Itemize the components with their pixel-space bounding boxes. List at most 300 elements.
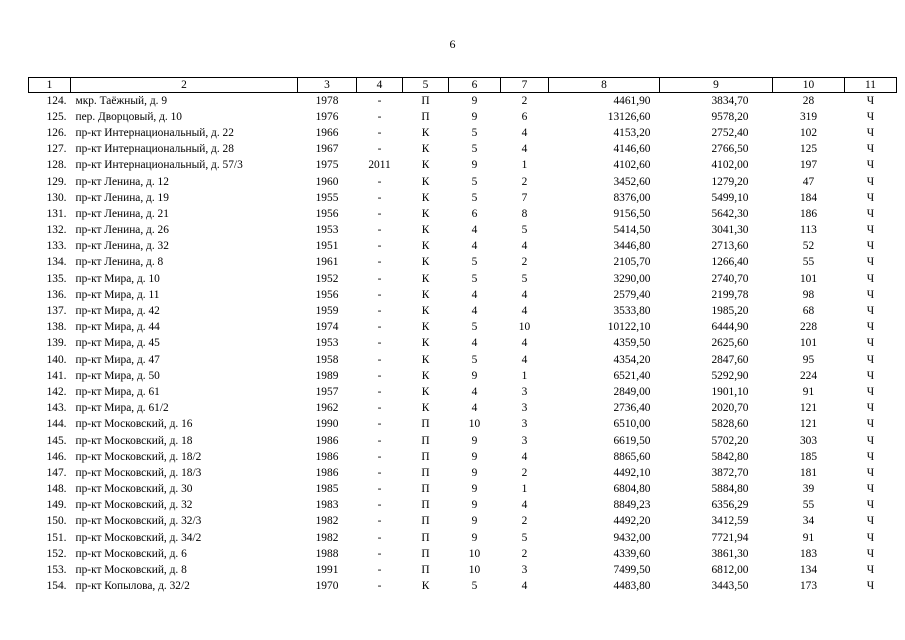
status-cell: Ч [866,466,875,479]
address-cell: пр-кт Ленина, д. 8 [75,256,164,269]
table-row [29,125,897,141]
total-area-cell: 9432,00 [613,531,651,544]
status-cell: Ч [866,418,875,431]
status-cell: Ч [866,564,875,577]
living-area-cell: 5828,60 [711,418,749,431]
entrances-cell: 4 [521,305,528,318]
row-number-cell: 154. [46,580,67,593]
living-area-cell: 7721,94 [711,531,749,544]
residents-cell: 28 [802,94,815,107]
row-number-cell: 151. [46,531,67,544]
address-cell: пр-кт Мира, д. 10 [75,272,160,285]
build-year-cell: 1962 [315,402,339,415]
reconstruction-year-cell: - [377,450,382,463]
table-row [29,530,897,546]
status-cell: Ч [866,450,875,463]
column-header-4: 4 [357,78,403,93]
wall-material-cell: П [421,499,430,512]
total-area-cell: 4483,80 [613,580,651,593]
row-number-cell: 128. [46,159,67,172]
row-number-cell: 149. [46,499,67,512]
floors-cell: 4 [471,305,478,318]
table-row [29,287,897,303]
living-area-cell: 1266,40 [711,256,749,269]
build-year-cell: 1953 [315,337,339,350]
table-row [29,109,897,125]
address-cell: пр-кт Мира, д. 47 [75,353,160,366]
status-cell: Ч [866,224,875,237]
wall-material-cell: К [421,272,430,285]
entrances-cell: 6 [521,110,528,123]
address-cell: пр-кт Ленина, д. 19 [75,191,169,204]
status-cell: Ч [866,272,875,285]
residents-cell: 121 [799,402,818,415]
entrances-cell: 2 [521,466,528,479]
residents-cell: 55 [802,256,815,269]
table-row [29,384,897,400]
living-area-cell: 6444,90 [711,321,749,334]
total-area-cell: 8376,00 [613,191,651,204]
total-area-cell: 3452,60 [613,175,651,188]
address-cell: пр-кт Московский, д. 6 [75,547,187,560]
living-area-cell: 6812,00 [711,564,749,577]
living-area-cell: 3872,70 [711,466,749,479]
table-row [29,579,897,595]
wall-material-cell: П [421,483,430,496]
status-cell: Ч [866,207,875,220]
total-area-cell: 10122,10 [607,321,651,334]
column-header-5: 5 [403,78,449,93]
status-cell: Ч [866,402,875,415]
floors-cell: 4 [471,224,478,237]
entrances-cell: 1 [521,483,528,496]
living-area-cell: 2020,70 [711,402,749,415]
floors-cell: 9 [471,466,478,479]
column-header-1: 1 [29,78,71,93]
reconstruction-year-cell: - [377,353,382,366]
reconstruction-year-cell: - [377,272,382,285]
build-year-cell: 1967 [315,143,339,156]
living-area-cell: 4102,00 [711,159,749,172]
status-cell: Ч [866,143,875,156]
address-cell: пр-кт Копылова, д. 32/2 [75,580,190,593]
floors-cell: 9 [471,531,478,544]
status-cell: Ч [866,240,875,253]
floors-cell: 4 [471,337,478,350]
build-year-cell: 1976 [315,110,339,123]
floors-cell: 5 [471,191,478,204]
row-number-cell: 148. [46,483,67,496]
address-cell: пр-кт Московский, д. 30 [75,483,193,496]
address-cell: пр-кт Ленина, д. 26 [75,224,169,237]
reconstruction-year-cell: - [377,94,382,107]
table-row [29,190,897,206]
status-cell: Ч [866,191,875,204]
status-cell: Ч [866,580,875,593]
residents-cell: 91 [802,531,815,544]
living-area-cell: 2740,70 [711,272,749,285]
living-area-cell: 5642,30 [711,207,749,220]
table-row [29,546,897,562]
total-area-cell: 8849,23 [613,499,651,512]
build-year-cell: 1966 [315,126,339,139]
reconstruction-year-cell: - [377,143,382,156]
table-row [29,303,897,319]
entrances-cell: 2 [521,175,528,188]
status-cell: Ч [866,353,875,366]
column-header-10: 10 [773,78,845,93]
total-area-cell: 4359,50 [613,337,651,350]
residents-cell: 47 [802,175,815,188]
table-row [29,562,897,578]
entrances-cell: 2 [521,94,528,107]
build-year-cell: 1991 [315,564,339,577]
row-number-cell: 142. [46,385,67,398]
total-area-cell: 6521,40 [613,369,651,382]
address-cell: пр-кт Московский, д. 16 [75,418,193,431]
column-header-8: 8 [549,78,660,93]
living-area-cell: 6356,29 [711,499,749,512]
wall-material-cell: К [421,126,430,139]
total-area-cell: 6510,00 [613,418,651,431]
wall-material-cell: П [421,531,430,544]
table-row [29,174,897,190]
build-year-cell: 1975 [315,159,339,172]
reconstruction-year-cell: - [377,126,382,139]
reconstruction-year-cell: - [377,369,382,382]
living-area-cell: 5292,90 [711,369,749,382]
residents-cell: 319 [799,110,818,123]
row-number-cell: 131. [46,207,67,220]
row-number-cell: 139. [46,337,67,350]
table-row [29,449,897,465]
table-row [29,433,897,449]
residents-cell: 181 [799,466,818,479]
status-cell: Ч [866,256,875,269]
reconstruction-year-cell: - [377,240,382,253]
residents-cell: 228 [799,321,818,334]
column-header-9: 9 [660,78,773,93]
living-area-cell: 9578,20 [711,110,749,123]
entrances-cell: 1 [521,369,528,382]
entrances-cell: 7 [521,191,528,204]
residents-cell: 121 [799,418,818,431]
entrances-cell: 4 [521,353,528,366]
floors-cell: 5 [471,126,478,139]
row-number-cell: 125. [46,110,67,123]
address-cell: пр-кт Мира, д. 11 [75,288,160,301]
row-number-cell: 144. [46,418,67,431]
table-row [29,93,897,110]
total-area-cell: 2105,70 [613,256,651,269]
page-number: 6 [449,37,456,51]
reconstruction-year-cell: - [377,224,382,237]
floors-cell: 10 [468,547,481,560]
table-row [29,239,897,255]
address-cell: пр-кт Мира, д. 42 [75,305,160,318]
residents-cell: 102 [799,126,818,139]
row-number-cell: 138. [46,321,67,334]
wall-material-cell: К [421,240,430,253]
address-cell: пр-кт Московский, д. 18/3 [75,466,202,479]
wall-material-cell: К [421,159,430,172]
floors-cell: 5 [471,272,478,285]
build-year-cell: 1978 [315,94,339,107]
floors-cell: 9 [471,450,478,463]
build-year-cell: 1959 [315,305,339,318]
total-area-cell: 7499,50 [613,564,651,577]
build-year-cell: 1988 [315,547,339,560]
row-number-cell: 130. [46,191,67,204]
build-year-cell: 1982 [315,515,339,528]
entrances-cell: 4 [521,337,528,350]
total-area-cell: 3290,00 [613,272,651,285]
row-number-cell: 127. [46,143,67,156]
address-cell: пер. Дворцовый, д. 10 [75,110,182,123]
entrances-cell: 3 [521,385,528,398]
build-year-cell: 1955 [315,191,339,204]
floors-cell: 9 [471,499,478,512]
total-area-cell: 9156,50 [613,207,651,220]
residents-cell: 224 [799,369,818,382]
total-area-cell: 4461,90 [613,94,651,107]
build-year-cell: 1986 [315,450,339,463]
living-area-cell: 1279,20 [711,175,749,188]
reconstruction-year-cell: - [377,337,382,350]
reconstruction-year-cell: - [377,515,382,528]
build-year-cell: 1990 [315,418,339,431]
entrances-cell: 4 [521,499,528,512]
residents-cell: 125 [799,143,818,156]
table-row [29,514,897,530]
address-cell: пр-кт Интернациональный, д. 28 [75,143,234,156]
table-row [29,465,897,481]
row-number-cell: 137. [46,305,67,318]
table-row [29,206,897,222]
build-year-cell: 1989 [315,369,339,382]
build-year-cell: 1953 [315,224,339,237]
wall-material-cell: К [421,175,430,188]
entrances-cell: 3 [521,418,528,431]
entrances-cell: 2 [521,515,528,528]
living-area-cell: 5702,20 [711,434,749,447]
total-area-cell: 3446,80 [613,240,651,253]
wall-material-cell: К [421,402,430,415]
row-number-cell: 126. [46,126,67,139]
address-cell: пр-кт Ленина, д. 21 [75,207,169,220]
table-row [29,352,897,368]
address-cell: мкр. Таёжный, д. 9 [75,94,168,107]
wall-material-cell: П [421,110,430,123]
floors-cell: 5 [471,256,478,269]
reconstruction-year-cell: - [377,531,382,544]
residents-cell: 39 [802,483,815,496]
table-row [29,401,897,417]
total-area-cell: 2849,00 [613,385,651,398]
entrances-cell: 4 [521,580,528,593]
build-year-cell: 1970 [315,580,339,593]
residents-cell: 98 [802,288,815,301]
total-area-cell: 6804,80 [613,483,651,496]
row-number-cell: 140. [46,353,67,366]
reconstruction-year-cell: - [377,499,382,512]
reconstruction-year-cell: - [377,207,382,220]
residents-cell: 34 [802,515,815,528]
address-cell: пр-кт Московский, д. 8 [75,564,187,577]
residents-cell: 173 [799,580,818,593]
floors-cell: 5 [471,143,478,156]
status-cell: Ч [866,385,875,398]
status-cell: Ч [866,337,875,350]
wall-material-cell: К [421,191,430,204]
residents-cell: 101 [799,337,818,350]
floors-cell: 5 [471,175,478,188]
wall-material-cell: К [421,369,430,382]
total-area-cell: 5414,50 [613,224,651,237]
table-row [29,271,897,287]
residents-cell: 303 [799,434,818,447]
status-cell: Ч [866,483,875,496]
total-area-cell: 4102,60 [613,159,651,172]
floors-cell: 9 [471,515,478,528]
status-cell: Ч [866,434,875,447]
status-cell: Ч [866,305,875,318]
address-cell: пр-кт Интернациональный, д. 22 [75,126,234,139]
floors-cell: 4 [471,402,478,415]
total-area-cell: 8865,60 [613,450,651,463]
wall-material-cell: П [421,547,430,560]
residents-cell: 186 [799,207,818,220]
column-header-7: 7 [501,78,549,93]
address-cell: пр-кт Мира, д. 44 [75,321,160,334]
entrances-cell: 5 [521,224,528,237]
living-area-cell: 2766,50 [711,143,749,156]
row-number-cell: 124. [46,94,67,107]
build-year-cell: 1951 [315,240,339,253]
build-year-cell: 1982 [315,531,339,544]
wall-material-cell: П [421,94,430,107]
reconstruction-year-cell: - [377,434,382,447]
living-area-cell: 2847,60 [711,353,749,366]
build-year-cell: 1956 [315,207,339,220]
residents-cell: 52 [802,240,815,253]
living-area-cell: 5884,80 [711,483,749,496]
floors-cell: 9 [471,434,478,447]
residents-cell: 91 [802,385,815,398]
entrances-cell: 1 [521,159,528,172]
status-cell: Ч [866,321,875,334]
wall-material-cell: П [421,434,430,447]
row-number-cell: 136. [46,288,67,301]
living-area-cell: 3861,30 [711,547,749,560]
wall-material-cell: К [421,256,430,269]
reconstruction-year-cell: - [377,288,382,301]
wall-material-cell: К [421,580,430,593]
row-number-cell: 133. [46,240,67,253]
living-area-cell: 3041,30 [711,224,749,237]
status-cell: Ч [866,159,875,172]
status-cell: Ч [866,126,875,139]
status-cell: Ч [866,531,875,544]
living-area-cell: 1985,20 [711,305,749,318]
status-cell: Ч [866,515,875,528]
reconstruction-year-cell: - [377,175,382,188]
header-row [29,78,897,93]
floors-cell: 5 [471,580,478,593]
table-row [29,255,897,271]
build-year-cell: 1983 [315,499,339,512]
residents-cell: 68 [802,305,815,318]
residents-cell: 183 [799,547,818,560]
wall-material-cell: К [421,337,430,350]
address-cell: пр-кт Мира, д. 61 [75,385,160,398]
total-area-cell: 4492,10 [613,466,651,479]
column-header-6: 6 [449,78,501,93]
residents-cell: 95 [802,353,815,366]
address-cell: пр-кт Московский, д. 18 [75,434,193,447]
row-number-cell: 145. [46,434,67,447]
living-area-cell: 5842,80 [711,450,749,463]
row-number-cell: 132. [46,224,67,237]
entrances-cell: 5 [521,272,528,285]
entrances-cell: 10 [518,321,531,334]
wall-material-cell: К [421,321,430,334]
reconstruction-year-cell: - [377,305,382,318]
address-cell: пр-кт Мира, д. 61/2 [75,402,169,415]
living-area-cell: 5499,10 [711,191,749,204]
floors-cell: 9 [471,94,478,107]
address-cell: пр-кт Московский, д. 32/3 [75,515,202,528]
total-area-cell: 2736,40 [613,402,651,415]
table-row [29,223,897,239]
wall-material-cell: К [421,385,430,398]
build-year-cell: 1961 [315,256,339,269]
build-year-cell: 1958 [315,353,339,366]
reconstruction-year-cell: - [377,110,382,123]
entrances-cell: 4 [521,240,528,253]
residents-cell: 113 [800,224,817,237]
address-cell: пр-кт Ленина, д. 12 [75,175,169,188]
wall-material-cell: П [421,564,430,577]
entrances-cell: 4 [521,288,528,301]
row-number-cell: 135. [46,272,67,285]
residents-cell: 184 [799,191,818,204]
reconstruction-year-cell: - [377,547,382,560]
address-cell: пр-кт Московский, д. 18/2 [75,450,202,463]
row-number-cell: 143. [46,402,67,415]
build-year-cell: 1974 [315,321,339,334]
living-area-cell: 2752,40 [711,126,749,139]
address-cell: пр-кт Московский, д. 34/2 [75,531,202,544]
table-row [29,336,897,352]
table-row [29,482,897,498]
column-header-2: 2 [71,78,298,93]
total-area-cell: 4492,20 [613,515,651,528]
row-number-cell: 152. [46,547,67,560]
build-year-cell: 1985 [315,483,339,496]
status-cell: Ч [866,547,875,560]
reconstruction-year-cell: - [377,466,382,479]
wall-material-cell: К [421,288,430,301]
living-area-cell: 2199,78 [711,288,749,301]
floors-cell: 5 [471,353,478,366]
build-year-cell: 1986 [315,466,339,479]
floors-cell: 6 [471,207,478,220]
floors-cell: 4 [471,288,478,301]
total-area-cell: 2579,40 [613,288,651,301]
entrances-cell: 5 [521,531,528,544]
floors-cell: 9 [471,483,478,496]
